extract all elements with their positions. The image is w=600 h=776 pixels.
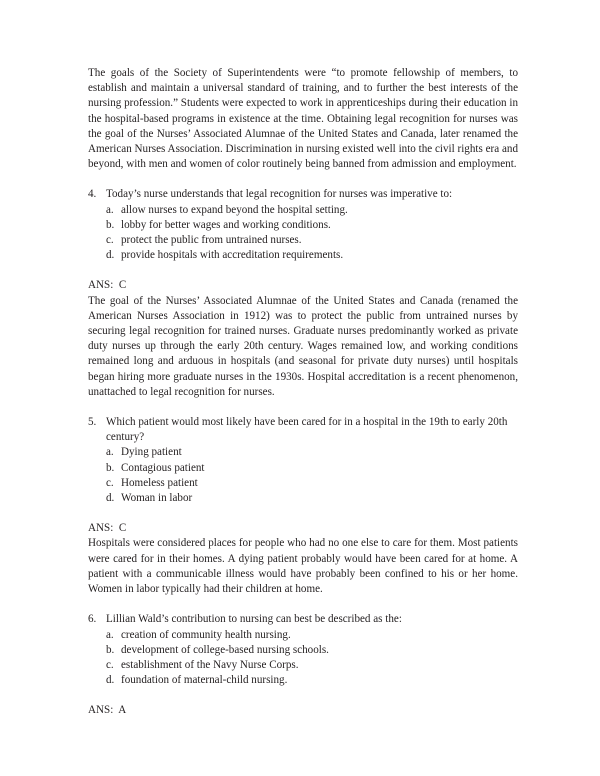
answer-option[interactable]: [88, 445, 518, 460]
option-text: lobby for better wages and working conditions.: [121, 218, 331, 231]
answer-key-line: ANS: A: [88, 704, 127, 717]
answer-explanation: [88, 521, 518, 597]
question-number: 5.: [88, 416, 97, 429]
question-stem-row: [88, 612, 518, 627]
answer-option[interactable]: [88, 461, 518, 476]
option-text: Contagious patient: [121, 461, 205, 474]
answer-options-list: [88, 445, 518, 506]
question-stem: Lillian Wald’s contribution to nursing can best be described as the:: [106, 613, 402, 626]
page-content: [88, 66, 518, 719]
option-letter: a.: [106, 628, 114, 641]
answer-explanation: [88, 278, 518, 400]
answer-option[interactable]: [88, 643, 518, 658]
question-stem: Today’s nurse understands that legal recognition for nurses was imperative to:: [106, 188, 453, 201]
question-stem-row: [88, 187, 518, 202]
option-text: Dying patient: [121, 446, 182, 459]
answer-key-line: ANS: C: [88, 279, 127, 292]
option-letter: c.: [106, 234, 114, 247]
answer-rationale: Hospitals were considered places for people who had no one else to care for them. Most patients were cared for in their homes. A dying patient probably would have been cared for at home. A patient with a communicable illness would have probably been confined to his or her home. Women in labor typically had their children at home.: [88, 537, 518, 596]
option-letter: d.: [106, 249, 115, 262]
option-letter: d.: [106, 492, 115, 505]
option-text: foundation of maternal-child nursing.: [121, 674, 288, 687]
option-letter: d.: [106, 674, 115, 687]
option-text: development of college-based nursing schools.: [121, 643, 329, 656]
answer-option[interactable]: [88, 476, 518, 491]
answer-option[interactable]: [88, 218, 518, 233]
option-text: creation of community health nursing.: [121, 628, 291, 641]
answer-explanation: [88, 703, 518, 718]
question-block: [88, 612, 518, 718]
answer-rationale: The goal of the Nurses’ Associated Alumnae of the United States and Canada (renamed the American Nurses Association in 1912) was to protect the public from untrained nurses by securing legal recognition for trained nurses. Graduate nurses predominantly worked as private duty nurses up through the early 20th century. Wages remained low, and working conditions remained long and arduous in hospitals (and seasonal for private duty nurses) until hospitals began hiring more graduate nurses in the 1930s. Hospital accreditation is a recent phenomenon, unattached to legal recognition for nurses.: [88, 294, 518, 398]
question-stem: Which patient would most likely have been cared for in a hospital in the 19th to early 20th century?: [106, 416, 508, 444]
option-letter: c.: [106, 476, 114, 489]
answer-options-list: [88, 628, 518, 689]
option-letter: b.: [106, 218, 115, 231]
answer-option[interactable]: [88, 658, 518, 673]
question-stem-row: [88, 415, 518, 445]
option-text: establishment of the Navy Nurse Corps.: [121, 658, 299, 671]
option-letter: a.: [106, 203, 114, 216]
option-text: Homeless patient: [121, 476, 198, 489]
option-letter: a.: [106, 446, 114, 459]
questions-container: [88, 187, 518, 718]
option-text: protect the public from untrained nurses.: [121, 234, 302, 247]
answer-option[interactable]: [88, 203, 518, 218]
option-text: Woman in labor: [121, 492, 193, 505]
question-block: [88, 415, 518, 597]
option-text: provide hospitals with accreditation requirements.: [121, 249, 344, 262]
answer-option[interactable]: [88, 628, 518, 643]
question-number: 6.: [88, 613, 97, 626]
answer-option[interactable]: [88, 233, 518, 248]
answer-options-list: [88, 203, 518, 264]
answer-option[interactable]: [88, 491, 518, 506]
option-letter: b.: [106, 461, 115, 474]
option-letter: b.: [106, 643, 115, 656]
option-text: allow nurses to expand beyond the hospital setting.: [121, 203, 348, 216]
answer-key-line: ANS: C: [88, 522, 127, 535]
intro-paragraph: The goals of the Society of Superintendents were “to promote fellowship of members, to establish and maintain a universal standard of training, and to further the best interests of the nursing profession.” Students were expected to work in apprenticeships during their education in the hospital-based programs in existence at the time. Obtaining legal recognition for nurses was the goal of the Nurses’ Associated Alumnae of the United States and Canada, later renamed the American Nurses Association. Discrimination in nursing existed well into the civil rights era and beyond, with men and women of color routinely being banned from admission and employment.: [88, 67, 518, 171]
question-block: [88, 187, 518, 400]
answer-option[interactable]: [88, 248, 518, 263]
answer-option[interactable]: [88, 673, 518, 688]
question-number: 4.: [88, 188, 97, 201]
option-letter: c.: [106, 658, 114, 671]
